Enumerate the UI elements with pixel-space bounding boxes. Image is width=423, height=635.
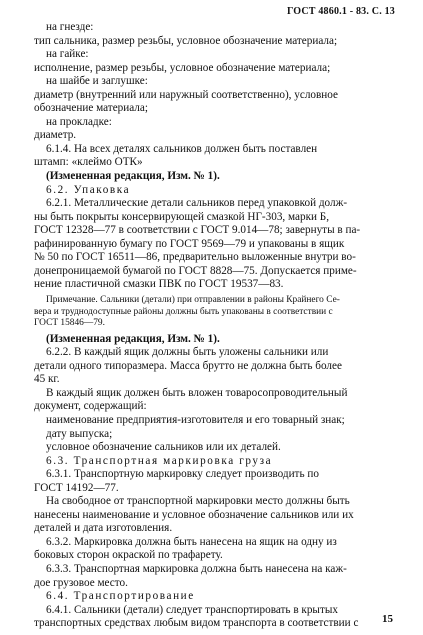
text-line: штамп: «клеймо ОТК» — [34, 156, 143, 169]
text-line: детали одного типоразмера. Масса брутто не должна быть более — [34, 359, 342, 372]
section-heading: 6.2. Упаковка — [46, 183, 131, 196]
text-line: дое грузовое место. — [34, 576, 128, 589]
text-line: нанесены наименование и условное обозначение сальников или их — [34, 508, 354, 521]
text-line: № 50 по ГОСТ 16511—86, предварительно выложенные внутри во- — [34, 251, 356, 264]
note-line: Примечание. Сальники (детали) при отправлении в районы Крайнего Се- — [46, 294, 340, 305]
text-line: 6.3.2. Маркировка должна быть нанесена на ящик на одну из — [46, 535, 337, 548]
text-line: тип сальника, размер резьбы, условное обозначение материала; — [34, 34, 338, 47]
document-body — [34, 21, 389, 631]
text-line: диаметр. — [34, 129, 77, 142]
text-line: ны быть покрыты консервирующей смазкой НГ-303, марки Б, — [34, 210, 330, 223]
amendment-note: (Измененная редакция, Изм. № 1). — [46, 170, 220, 183]
text-line: нение пластичной смазки ПВК по ГОСТ 19537—83. — [34, 278, 284, 291]
text-line: транспортных средствах любым видом транспорта в соответствии с — [34, 617, 359, 630]
text-line: 6.1.4. На всех деталях сальников должен быть поставлен — [46, 142, 318, 155]
text-line: на шайбе и заглушке: — [46, 75, 148, 88]
note-block — [34, 295, 389, 330]
text-line: обозначение материала; — [34, 102, 148, 115]
text-line: документ, содержащий: — [34, 400, 147, 413]
section-heading: 6.4. Транспортирование — [46, 590, 195, 603]
text-line: 6.3.3. Транспортная маркировка должна быть нанесена на каж- — [46, 563, 347, 576]
text-line: исполнение, размер резьбы, условное обозначение материала; — [34, 61, 331, 74]
text-line: ГОСТ 14192—77. — [34, 481, 119, 494]
text-line: В каждый ящик должен быть вложен товаросопроводительный — [46, 386, 348, 399]
text-line: на прокладке: — [46, 115, 112, 128]
text-line: 6.4.1. Сальники (детали) следует транспортировать в крытых — [46, 603, 338, 616]
text-line: на гнезде: — [46, 21, 94, 33]
text-line: 6.2.2. В каждый ящик должны быть уложены сальники или — [46, 346, 329, 359]
amendment-note: (Измененная редакция, Изм. № 1). — [46, 332, 220, 345]
text-line: диаметр (внутренний или наружный соответственно), условное — [34, 88, 338, 101]
page-header: ГОСТ 4860.1 - 83. С. 13 — [286, 6, 395, 17]
note-line: вера и труднодоступные районы должны быть упакованы в соответствии с — [34, 306, 333, 317]
text-line: ГОСТ 12328—77 в соответствии с ГОСТ 9.014—78; завернуты в па- — [34, 224, 361, 237]
text-line: наименование предприятия-изготовителя и его товарный знак; — [46, 414, 345, 426]
text-line: на гайке: — [46, 48, 89, 61]
text-line: деталей и дата изготовления. — [34, 522, 173, 535]
text-line: 6.2.1. Металлические детали сальников перед упаковкой долж- — [46, 197, 348, 210]
text-line: 6.3.1. Транспортную маркировку следует производить по — [46, 468, 319, 481]
text-line: боковых сторон окраской по трафарету. — [34, 549, 223, 562]
note-line: ГОСТ 15846—79. — [34, 318, 105, 329]
text-line: донепроницаемой бумагой по ГОСТ 8828—75. Допускается приме- — [34, 264, 357, 277]
text-line: рафинированную бумагу по ГОСТ 9569—79 и упакованы в ящик — [34, 237, 345, 250]
section-heading: 6.3. Транспортная маркировка груза — [46, 454, 273, 467]
text-line: дату выпуска; — [46, 427, 113, 440]
text-line: На свободное от транспортной маркировки место должны быть — [46, 495, 350, 508]
page-number: 15 — [382, 613, 393, 625]
text-line: 45 кг. — [34, 373, 60, 386]
text-line: условное обозначение сальников или их деталей. — [46, 441, 281, 454]
